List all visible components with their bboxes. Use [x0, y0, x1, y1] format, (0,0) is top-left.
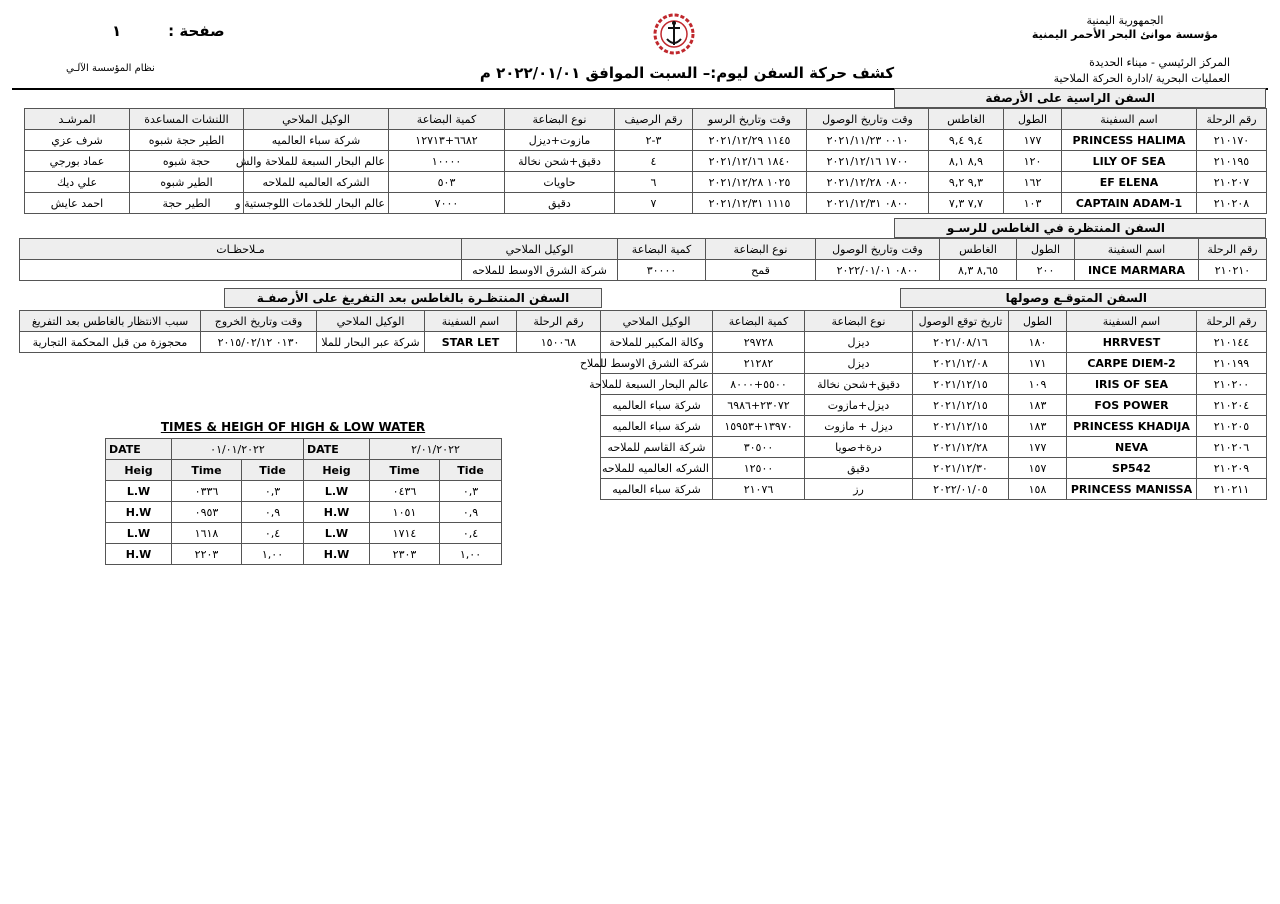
column-header: الوكيل الملاحي: [462, 239, 618, 260]
tide-row: [304, 544, 502, 565]
tide-cell: L.W: [304, 523, 370, 544]
column-header: نوع البضاعة: [805, 311, 913, 332]
column-header: وقت وتاريخ الرسو: [693, 109, 807, 130]
table-cell: ١٦٢: [1004, 172, 1062, 193]
column-header: الطول: [1017, 239, 1075, 260]
tide-cell: ٠٣٣٦: [172, 481, 242, 502]
table-cell: شرف عزي: [25, 130, 130, 151]
table-cell: ١٥٠٠٦٨: [517, 332, 601, 353]
page-label: صفحة :: [168, 22, 225, 40]
column-header: اسم السفينة: [425, 311, 517, 332]
tide-date-row: [304, 439, 502, 460]
column-header: المرشـد: [25, 109, 130, 130]
tide-date-value: ٠١/٠١/٢٠٢٢: [172, 439, 304, 460]
table-cell: الطير حجة شبوه: [130, 130, 244, 151]
berthed-table: [24, 108, 1267, 214]
table-cell: ١٣٩٧٠+١٥٩٥٣: [713, 416, 805, 437]
tide-cell: H.W: [106, 502, 172, 523]
table-cell: دقيق: [505, 193, 615, 214]
column-header: نوع البضاعة: [505, 109, 615, 130]
anchorage-header-row: [20, 239, 1267, 260]
tide-cell: ٠,٣: [242, 481, 304, 502]
ship-name-cell: INCE MARMARA: [1075, 260, 1199, 281]
table-cell: شركة سباء العالميه: [601, 479, 713, 500]
table-cell: الشركه العالميه للملاحه: [601, 458, 713, 479]
ship-name-cell: CAPTAIN ADAM-1: [1062, 193, 1197, 214]
anchorage-body: [20, 260, 1267, 281]
table-cell: ٢٠٢١/١٢/١٥: [913, 395, 1009, 416]
table-cell: ٠٨٠٠ ٢٠٢١/١٢/٣١: [807, 193, 929, 214]
table-cell: ١٨٣: [1009, 395, 1067, 416]
column-header: كمية البضاعة: [389, 109, 505, 130]
table-cell: ديزل: [805, 332, 913, 353]
table-row: [601, 458, 1267, 479]
column-header: الوكيل الملاحي: [317, 311, 425, 332]
tide-row: [304, 523, 502, 544]
table-cell: ٢١٠٢١١: [1197, 479, 1267, 500]
tide-column-header: Heig: [304, 460, 370, 481]
tide-date-value: ٢/٠١/٢٠٢٢: [370, 439, 502, 460]
table-row: [25, 151, 1267, 172]
ship-name-cell: SP542: [1067, 458, 1197, 479]
column-header: الغاطس: [929, 109, 1004, 130]
table-cell: ٢٠٢١/١٢/١٥: [913, 416, 1009, 437]
tide-cell: ١٦١٨: [172, 523, 242, 544]
table-cell: ١٠٠٠٠: [389, 151, 505, 172]
table-row: [20, 260, 1267, 281]
waiting-body: [20, 332, 601, 353]
tide-cell: ١,٠٠: [242, 544, 304, 565]
ship-name-cell: PRINCESS KHADIJA: [1067, 416, 1197, 437]
tide-date-label: DATE: [106, 439, 172, 460]
table-cell: ١٠٩: [1009, 374, 1067, 395]
tide-column-header: Time: [370, 460, 440, 481]
anchorage-caption-text: السفن المنتظرة في الغاطس للرسـو: [946, 221, 1165, 235]
table-cell: ٧٠٠٠: [389, 193, 505, 214]
page-title: كشف حركة السفن ليوم:– السبت الموافق ٢٠٢٢/٠١/٠١ م: [479, 64, 895, 82]
table-cell: رز: [805, 479, 913, 500]
table-cell: ديزل+مازوت: [805, 395, 913, 416]
table-cell: دقيق+شحن نخالة: [505, 151, 615, 172]
column-header: الوكيل الملاحي: [244, 109, 389, 130]
table-cell: ٢١٠٢٠٠: [1197, 374, 1267, 395]
tide-title: TIMES & HEIGH OF HIGH & LOW WATER: [160, 420, 426, 434]
table-cell: شركة سباء العالميه: [601, 416, 713, 437]
column-header: رقم الرحلة: [1199, 239, 1267, 260]
tide-cell: ٠,٩: [440, 502, 502, 523]
table-row: [601, 416, 1267, 437]
table-row: [601, 374, 1267, 395]
table-cell: شركة القاسم للملاحه: [601, 437, 713, 458]
table-cell: ١٥٧: [1009, 458, 1067, 479]
table-cell: محجوزة من قبل المحكمة التجارية: [20, 332, 201, 353]
table-row: [601, 353, 1267, 374]
table-cell: علي ديك: [25, 172, 130, 193]
ship-name-cell: EF ELENA: [1062, 172, 1197, 193]
table-cell: ٠٨٠٠ ٢٠٢١/١٢/٢٨: [807, 172, 929, 193]
table-cell: ٠١٣٠ ٢٠١٥/٠٢/١٢: [201, 332, 317, 353]
column-header: الغاطس: [940, 239, 1017, 260]
expected-caption-text: السفن المتوقـع وصولها: [1005, 291, 1147, 305]
tide-column-header: Heig: [106, 460, 172, 481]
table-cell: ٢١٠٢٠٥: [1197, 416, 1267, 437]
table-row: [601, 479, 1267, 500]
country-name: الجمهورية اليمنية: [1086, 14, 1164, 27]
tide-row: [304, 502, 502, 523]
table-cell: دقيق+شحن نخالة: [805, 374, 913, 395]
anchorage-caption: [894, 218, 1266, 238]
tide-column-header: Tide: [242, 460, 304, 481]
tide-header-row: [304, 460, 502, 481]
table-cell: ٧,٧ ٧,٣: [929, 193, 1004, 214]
column-header: تاريخ توقع الوصول: [913, 311, 1009, 332]
tide-cell: ١٧١٤: [370, 523, 440, 544]
table-cell: شركة الشرق الاوسط للملاح: [601, 353, 713, 374]
tide-cell: ١,٠٠: [440, 544, 502, 565]
table-cell: ١٨٤٠ ٢٠٢١/١٢/١٦: [693, 151, 807, 172]
table-cell: [20, 260, 462, 281]
table-cell: ٢١٠١٩٥: [1197, 151, 1267, 172]
tide-table-1: [105, 438, 304, 565]
ship-name-cell: STAR LET: [425, 332, 517, 353]
table-cell: ٢٩٧٢٨: [713, 332, 805, 353]
table-row: [25, 193, 1267, 214]
page-number: ١: [112, 22, 122, 40]
tide-cell: ٢٢٠٣: [172, 544, 242, 565]
waiting-caption-text: السفن المنتظـرة بالغاطس بعد التفريغ على الأرصفـة: [256, 291, 570, 305]
table-row: [601, 395, 1267, 416]
ship-name-cell: CARPE DIEM-2: [1067, 353, 1197, 374]
table-cell: ٢١٠٢٠٧: [1197, 172, 1267, 193]
column-header: اسم السفينة: [1062, 109, 1197, 130]
table-cell: عماد بورجي: [25, 151, 130, 172]
column-header: الطول: [1009, 311, 1067, 332]
tide-column-header: Time: [172, 460, 242, 481]
berthed-body: [25, 130, 1267, 214]
table-row: [25, 130, 1267, 151]
table-cell: ٢٠٢١/١٢/٠٨: [913, 353, 1009, 374]
tide-row: [106, 544, 304, 565]
table-cell: ١٢٠: [1004, 151, 1062, 172]
tide-date-row: [106, 439, 304, 460]
port-logo-icon: [652, 12, 696, 56]
table-cell: عالم البحار للخدمات اللوجستية و: [244, 193, 389, 214]
table-cell: ١٨٠: [1009, 332, 1067, 353]
table-cell: ٢١٠٢٠٨: [1197, 193, 1267, 214]
table-cell: ديزل: [805, 353, 913, 374]
table-cell: ١٧٧: [1009, 437, 1067, 458]
table-cell: حجة شبوه: [130, 151, 244, 172]
table-cell: ٢٠٢٢/٠١/٠٥: [913, 479, 1009, 500]
table-cell: ١٠٢٥ ٢٠٢١/١٢/٢٨: [693, 172, 807, 193]
ship-name-cell: PRINCESS MANISSA: [1067, 479, 1197, 500]
center-name: المركز الرئيسي - ميناء الحديدة: [1089, 56, 1230, 69]
table-cell: ١٠٣: [1004, 193, 1062, 214]
tide-cell: ٠,٤: [242, 523, 304, 544]
header-dept: [1054, 55, 1230, 87]
table-cell: عالم البحار السبعة للملاحة: [601, 374, 713, 395]
page-indicator: [112, 22, 225, 40]
tide-date-label: DATE: [304, 439, 370, 460]
table-cell: ديزل + مازوت: [805, 416, 913, 437]
table-cell: ٢٠٢١/١٢/١٥: [913, 374, 1009, 395]
table-cell: ١١١٥ ٢٠٢١/١٢/٣١: [693, 193, 807, 214]
tide-cell: L.W: [106, 481, 172, 502]
column-header: وقت وتاريخ الخروج: [201, 311, 317, 332]
table-cell: ٢١٠٢٠٤: [1197, 395, 1267, 416]
column-header: الوكيل الملاحي: [601, 311, 713, 332]
table-cell: ٢١٠٢٠٩: [1197, 458, 1267, 479]
table-cell: ٥٠٣: [389, 172, 505, 193]
table-cell: عالم البحار السبعة للملاحة والش: [244, 151, 389, 172]
ship-name-cell: LILY OF SEA: [1062, 151, 1197, 172]
tide-cell: H.W: [304, 544, 370, 565]
tide-cell: L.W: [304, 481, 370, 502]
tide-cell: L.W: [106, 523, 172, 544]
ship-name-cell: PRINCESS HALIMA: [1062, 130, 1197, 151]
dept-name: العمليات البحرية /ادارة الحركة الملاحية: [1053, 72, 1230, 85]
table-cell: قمح: [706, 260, 816, 281]
column-header: اللنشات المساعدة: [130, 109, 244, 130]
ship-name-cell: FOS POWER: [1067, 395, 1197, 416]
column-header: وقت وتاريخ الوصول: [816, 239, 940, 260]
table-cell: ٢١٠٧٦: [713, 479, 805, 500]
column-header: رقم الرصيف: [615, 109, 693, 130]
corp-name: مؤسسة موانئ البحر الأحمر اليمنية: [1031, 28, 1218, 41]
table-cell: ٢١٠٢٠٦: [1197, 437, 1267, 458]
table-cell: ١٨٣: [1009, 416, 1067, 437]
table-cell: شركة سباء العالميه: [244, 130, 389, 151]
waiting-table: [19, 310, 601, 353]
column-header: رقم الرحلة: [1197, 109, 1267, 130]
berthed-header-row: [25, 109, 1267, 130]
table-cell: ٦: [615, 172, 693, 193]
table-row: [601, 437, 1267, 458]
table-cell: ٩,٣ ٩,٢: [929, 172, 1004, 193]
waiting-header-row: [20, 311, 601, 332]
column-header: رقم الرحلة: [517, 311, 601, 332]
tide-table-2: [303, 438, 502, 565]
column-header: اسم السفينة: [1067, 311, 1197, 332]
table-cell: شركة سباء العالميه: [601, 395, 713, 416]
table-cell: ٢١٢٨٢: [713, 353, 805, 374]
table-row: [601, 332, 1267, 353]
tide-header-row: [106, 460, 304, 481]
tide-cell: H.W: [304, 502, 370, 523]
table-cell: ١٧١: [1009, 353, 1067, 374]
table-cell: ٢١٠١٩٩: [1197, 353, 1267, 374]
tide-row: [106, 523, 304, 544]
expected-header-row: [601, 311, 1267, 332]
table-cell: ١١٤٥ ٢٠٢١/١٢/٢٩: [693, 130, 807, 151]
table-cell: ٩,٤ ٩,٤: [929, 130, 1004, 151]
berthed-caption-text: السفن الراسية على الأرصفة: [985, 91, 1155, 105]
column-header: اسم السفينة: [1075, 239, 1199, 260]
table-cell: شركة عبر البحار للملا: [317, 332, 425, 353]
system-label: نظام المؤسسة الآلـي: [66, 63, 155, 74]
table-cell: ٨,٦٥ ٨,٣: [940, 260, 1017, 281]
tide-column-header: Tide: [440, 460, 502, 481]
waiting-caption: [224, 288, 602, 308]
column-header: نوع البضاعة: [706, 239, 816, 260]
anchorage-table: [19, 238, 1267, 281]
table-cell: حاويات: [505, 172, 615, 193]
tide-row: [106, 481, 304, 502]
table-cell: احمد عايش: [25, 193, 130, 214]
expected-table: [579, 310, 1267, 500]
column-header: مـلاحظـات: [20, 239, 462, 260]
expected-caption: [900, 288, 1266, 308]
tide-cell: ٠,٤: [440, 523, 502, 544]
header-org: [1032, 14, 1218, 42]
table-cell: الطير حجة: [130, 193, 244, 214]
tide-row: [106, 502, 304, 523]
table-cell: ٢٠٢١/٠٨/١٦: [913, 332, 1009, 353]
table-cell: ٢٠٠: [1017, 260, 1075, 281]
table-cell: ٢٠٢١/١٢/٢٨: [913, 437, 1009, 458]
table-cell: ٥٥٠٠+٨٠٠٠: [713, 374, 805, 395]
table-row: [20, 332, 601, 353]
table-cell: ٢١٠١٧٠: [1197, 130, 1267, 151]
table-cell: ١٢٥٠٠: [713, 458, 805, 479]
table-cell: ٤: [615, 151, 693, 172]
table-cell: ٠٨٠٠ ٢٠٢٢/٠١/٠١: [816, 260, 940, 281]
table-row: [25, 172, 1267, 193]
table-cell: وكالة المكبير للملاحة: [601, 332, 713, 353]
column-header: سبب الانتظار بالغاطس بعد التفريغ: [20, 311, 201, 332]
table-cell: ٦٦٨٢+١٢٧١٣: [389, 130, 505, 151]
ship-name-cell: HRRVEST: [1067, 332, 1197, 353]
table-cell: درة+صويا: [805, 437, 913, 458]
column-header: كمية البضاعة: [713, 311, 805, 332]
table-cell: ٠٠١٠ ٢٠٢١/١١/٢٣: [807, 130, 929, 151]
column-header: كمية البضاعة: [618, 239, 706, 260]
table-cell: مازوت+ديزل: [505, 130, 615, 151]
column-header: وقت وتاريخ الوصول: [807, 109, 929, 130]
tide-cell: H.W: [106, 544, 172, 565]
expected-body: [579, 332, 1267, 500]
tide-cell: ٠٤٣٦: [370, 481, 440, 502]
column-header: الطول: [1004, 109, 1062, 130]
tide-cell: ٠,٣: [440, 481, 502, 502]
table-cell: ٣-٢: [615, 130, 693, 151]
table-cell: ٢١٠١٤٤: [1197, 332, 1267, 353]
table-cell: الشركه العالميه للملاحه: [244, 172, 389, 193]
tide-cell: ٢٣٠٣: [370, 544, 440, 565]
table-cell: الطير شبوه: [130, 172, 244, 193]
table-cell: ٢٠٢١/١٢/٣٠: [913, 458, 1009, 479]
tide-cell: ١٠٥١: [370, 502, 440, 523]
tide-cell: ٠,٩: [242, 502, 304, 523]
table-cell: ٨,٩ ٨,١: [929, 151, 1004, 172]
table-cell: ١٧٠٠ ٢٠٢١/١٢/١٦: [807, 151, 929, 172]
table-cell: شركة الشرق الاوسط للملاحه: [462, 260, 618, 281]
table-cell: ١٥٨: [1009, 479, 1067, 500]
berthed-caption: [894, 88, 1266, 108]
table-cell: ٢٣٠٧٢+٦٩٨٦: [713, 395, 805, 416]
table-cell: ٣٠٥٠٠: [713, 437, 805, 458]
ship-name-cell: IRIS OF SEA: [1067, 374, 1197, 395]
ship-name-cell: NEVA: [1067, 437, 1197, 458]
column-header: رقم الرحلة: [1197, 311, 1267, 332]
tide-cell: ٠٩٥٣: [172, 502, 242, 523]
table-cell: ٢١٠٢١٠: [1199, 260, 1267, 281]
table-cell: ٧: [615, 193, 693, 214]
table-cell: دقيق: [805, 458, 913, 479]
table-cell: ١٧٧: [1004, 130, 1062, 151]
table-cell: ٣٠٠٠٠: [618, 260, 706, 281]
tide-row: [304, 481, 502, 502]
